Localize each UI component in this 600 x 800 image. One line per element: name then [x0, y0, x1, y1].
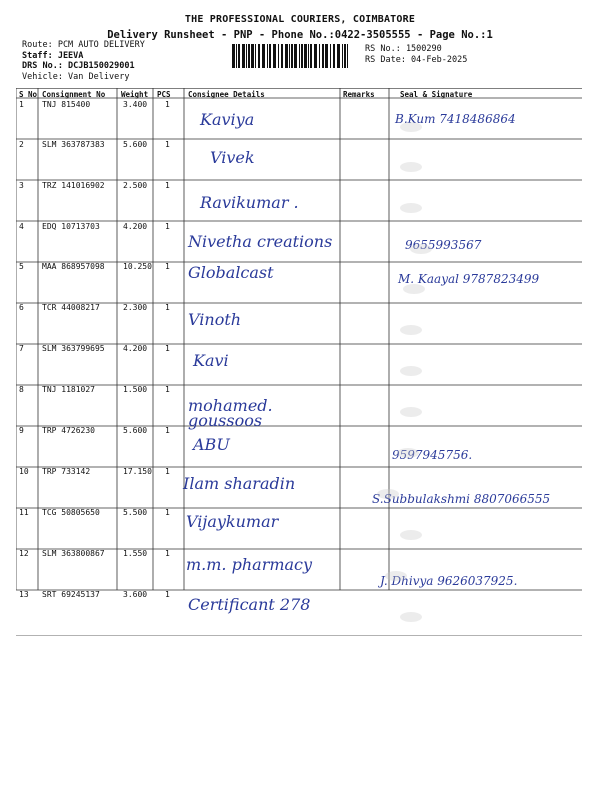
row-weight: 4.200 — [123, 222, 148, 231]
barcode-bar — [314, 44, 317, 68]
meta-right — [365, 44, 467, 65]
barcode-bar — [299, 44, 300, 68]
runsheet-subtitle: Delivery Runsheet - PNP - Phone No.:0422-3505555 - Page No.:1 — [107, 29, 493, 41]
row-stamp-mark — [400, 530, 422, 540]
row-sno: 2 — [19, 140, 24, 149]
vehicle-text: Vehicle: Van Delivery — [22, 71, 130, 82]
row-sno: 5 — [19, 262, 24, 271]
row-pcs: 1 — [165, 344, 170, 353]
row-consignee-handwriting: m.m. pharmacy — [186, 555, 313, 574]
row-sno: 4 — [19, 222, 24, 231]
col-consignee-header: Consignee Details — [188, 90, 265, 99]
row-weight: 3.600 — [123, 590, 148, 599]
barcode-bar — [281, 44, 283, 68]
row-weight: 5.600 — [123, 426, 148, 435]
barcode-bar — [232, 44, 235, 68]
row-pcs: 1 — [165, 467, 170, 476]
row-sno: 13 — [19, 590, 29, 599]
row-stamp-mark — [400, 122, 422, 132]
row-signature-handwriting: 9597945756. — [392, 448, 473, 462]
row-pcs: 1 — [165, 508, 170, 517]
row-consignee-handwriting: Nivetha creations — [188, 232, 333, 251]
route-text: Route: PCM AUTO DELIVERY — [22, 40, 145, 50]
row-stamp-mark — [403, 284, 425, 294]
row-consignee-handwriting: Kavi — [193, 351, 229, 370]
meta-left — [22, 40, 145, 82]
barcode-bar — [319, 44, 320, 68]
row-consignee-handwriting: ABU — [193, 435, 230, 454]
barcode-bar — [294, 44, 297, 68]
row-consignment-no: TCG 50805650 — [42, 508, 100, 517]
row-sno: 12 — [19, 549, 29, 558]
row-sno: 8 — [19, 385, 24, 394]
row-consignment-no: TRP 733142 — [42, 467, 91, 476]
barcode-bar — [269, 44, 271, 68]
barcode-bar — [262, 44, 265, 68]
staff-text: Staff: JEEVA — [22, 50, 84, 61]
row-stamp-mark — [400, 612, 422, 622]
row-consignment-no: TRP 4726230 — [42, 426, 95, 435]
barcode-bar — [308, 44, 309, 68]
row-consignee-handwriting: Vijaykumar — [186, 512, 279, 531]
row-consignment-no: SRT 69245137 — [42, 590, 100, 599]
row-stamp-mark — [400, 203, 422, 213]
barcode-bar — [238, 44, 240, 68]
col-pcs-header: PCS — [157, 90, 171, 99]
row-stamp-mark — [377, 489, 399, 499]
rs-no-text: RS No.: 1500290 — [365, 44, 442, 54]
row-pcs: 1 — [165, 303, 170, 312]
row-consignee-handwriting: Vivek — [210, 148, 255, 167]
row-stamp-mark — [410, 244, 432, 254]
barcode-image — [232, 44, 348, 68]
row-signature-handwriting: J. Dhivya 9626037925. — [380, 574, 518, 588]
row-weight: 10.250 — [123, 262, 152, 271]
barcode-bar — [273, 44, 276, 68]
barcode-bar — [242, 44, 245, 68]
row-consignment-no: TRZ 141016902 — [42, 181, 105, 190]
row-pcs: 1 — [165, 262, 170, 271]
row-consignee-handwriting: Globalcast — [188, 263, 274, 282]
row-consignee-handwriting: Kaviya — [200, 110, 255, 129]
row-sno: 11 — [19, 508, 29, 517]
row-signature-handwriting: S.Subbulakshmi 8807066555 — [372, 492, 551, 506]
row-consignment-no: SLM 363787383 — [42, 140, 105, 149]
barcode-bar — [301, 44, 303, 68]
row-weight: 1.500 — [123, 385, 148, 394]
barcode-bar — [285, 44, 288, 68]
barcode-bar — [258, 44, 260, 68]
col-consignment-header: Consignment No — [42, 90, 106, 99]
row-pcs: 1 — [165, 222, 170, 231]
col-sno-header: S No — [19, 90, 38, 99]
row-consignee-handwriting: Ravikumar . — [200, 193, 299, 212]
row-consignment-no: SLM 363800867 — [42, 549, 105, 558]
row-stamp-mark — [400, 366, 422, 376]
col-remarks-header: Remarks — [343, 90, 375, 99]
barcode-bar — [291, 44, 293, 68]
barcode-bar — [322, 44, 324, 68]
row-pcs: 1 — [165, 181, 170, 190]
row-signature-handwriting: 9655993567 — [405, 238, 482, 252]
row-sno: 6 — [19, 303, 24, 312]
row-weight: 4.200 — [123, 344, 148, 353]
row-pcs: 1 — [165, 140, 170, 149]
row-sno: 3 — [19, 181, 24, 190]
row-stamp-mark — [400, 325, 422, 335]
row-weight: 17.150 — [123, 467, 152, 476]
row-pcs: 1 — [165, 385, 170, 394]
drs-no-text: DRS No.: DCJB150029001 — [22, 61, 135, 71]
barcode-bar — [278, 44, 279, 68]
row-consignee-handwriting: Ilam sharadin — [183, 474, 296, 493]
barcode-bar — [248, 44, 250, 68]
row-pcs: 1 — [165, 100, 170, 109]
row-consignee-handwriting: mohamed. goussoos — [188, 396, 273, 430]
row-stamp-mark — [400, 162, 422, 172]
barcode-bar — [333, 44, 335, 68]
barcode-bar — [337, 44, 340, 68]
barcode-bar — [289, 44, 290, 68]
barcode-bar — [344, 44, 346, 68]
row-pcs: 1 — [165, 590, 170, 599]
row-consignee-handwriting: Certificant 278 — [188, 595, 311, 614]
row-consignment-no: TCR 44008217 — [42, 303, 100, 312]
barcode-bar — [267, 44, 268, 68]
barcode-bar — [342, 44, 343, 68]
row-weight: 2.500 — [123, 181, 148, 190]
row-sno: 1 — [19, 100, 24, 109]
barcode-bar — [251, 44, 254, 68]
company-title: THE PROFESSIONAL COURIERS, COIMBATORE — [184, 14, 416, 25]
row-consignment-no: EDQ 10713703 — [42, 222, 100, 231]
row-stamp-mark — [397, 448, 419, 458]
row-pcs: 1 — [165, 426, 170, 435]
row-stamp-mark — [400, 407, 422, 417]
row-signature-handwriting: B.Kum 7418486864 — [395, 112, 516, 126]
barcode-bar — [236, 44, 237, 68]
row-pcs: 1 — [165, 549, 170, 558]
barcode-bar — [347, 44, 348, 68]
row-weight: 3.400 — [123, 100, 148, 109]
col-weight-header: Weight — [121, 90, 149, 99]
row-sno: 9 — [19, 426, 24, 435]
row-signature-handwriting: M. Kaayal 9787823499 — [398, 272, 540, 286]
barcode-bar — [310, 44, 312, 68]
row-weight: 2.300 — [123, 303, 148, 312]
row-consignment-no: MAA 868957098 — [42, 262, 105, 271]
row-weight: 1.550 — [123, 549, 148, 558]
row-consignee-handwriting: Vinoth — [188, 310, 242, 329]
row-consignment-no: SLM 363799695 — [42, 344, 105, 353]
barcode-bar — [304, 44, 307, 68]
rs-date-text: RS Date: 04-Feb-2025 — [365, 54, 468, 65]
barcode-bar — [330, 44, 331, 68]
col-seal-header: Seal & Signature — [400, 90, 473, 99]
barcode-bar — [255, 44, 256, 68]
row-stamp-mark — [385, 571, 407, 581]
row-sno: 7 — [19, 344, 24, 353]
barcode-bar — [325, 44, 328, 68]
row-consignment-no: TNJ 1181027 — [42, 385, 95, 394]
row-sno: 10 — [19, 467, 29, 476]
row-weight: 5.500 — [123, 508, 148, 517]
row-weight: 5.600 — [123, 140, 148, 149]
row-consignment-no: TNJ 815400 — [42, 100, 91, 109]
barcode-bar — [246, 44, 247, 68]
